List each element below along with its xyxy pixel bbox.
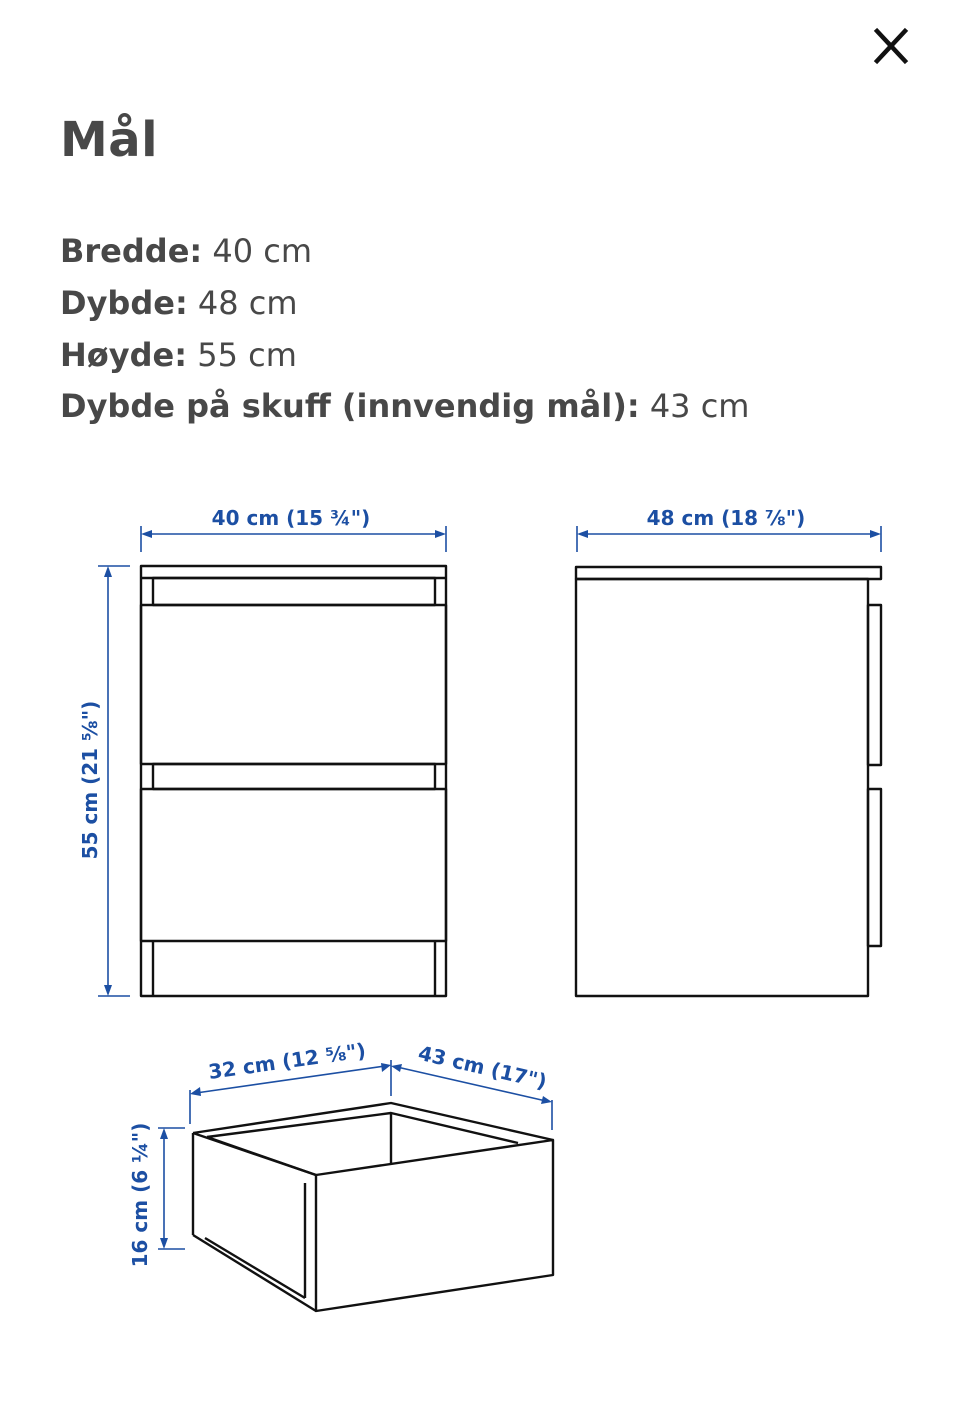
spec-label: Dybde:	[60, 283, 188, 322]
drawer-height-dimension	[158, 1128, 185, 1249]
spec-value: 40 cm	[212, 232, 313, 270]
drawer-width-label: 32 cm (12 ⅝")	[206, 1038, 368, 1084]
spec-value: 48 cm	[197, 283, 298, 322]
front-height-dimension	[98, 566, 130, 996]
front-height-label: 55 cm (21 ⅝")	[78, 700, 102, 860]
spec-label: Bredde:	[60, 232, 203, 270]
spec-label: Høyde:	[60, 335, 188, 374]
drawer-depth-label: 43 cm (17")	[416, 1040, 550, 1094]
page-title: Mål	[60, 112, 159, 168]
spec-label: Dybde på skuff (innvendig mål):	[60, 387, 640, 426]
side-depth-label: 48 cm (18 ⅞")	[646, 506, 806, 530]
front-width-label: 40 cm (15 ¾")	[211, 506, 371, 530]
drawer-height-label: 16 cm (6 ¼")	[128, 1122, 152, 1268]
drawer-drawing	[193, 1103, 553, 1311]
front-view-drawing	[141, 566, 446, 996]
spec-value: 43 cm	[649, 387, 750, 426]
side-view-drawing	[576, 567, 881, 996]
spec-value: 55 cm	[197, 335, 297, 374]
